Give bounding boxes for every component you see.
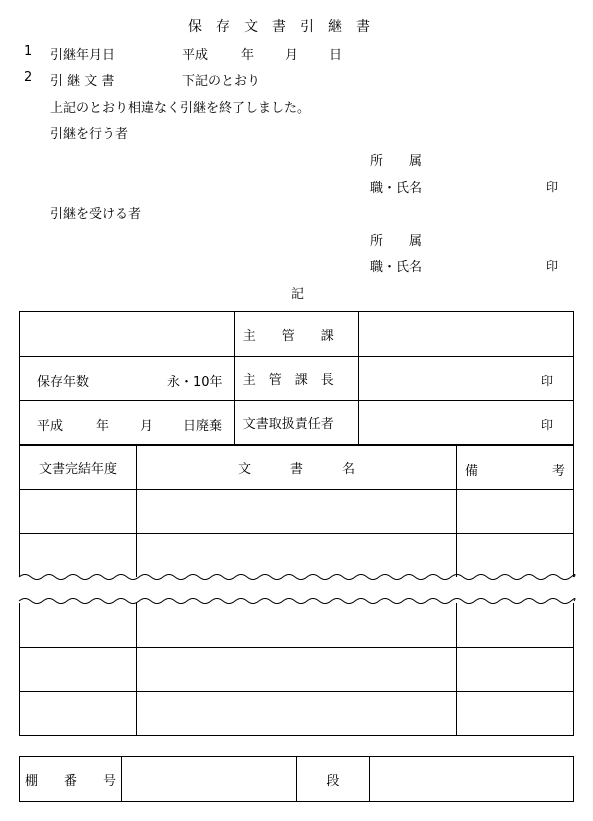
giver-heading: 引継を行う者: [50, 127, 129, 142]
retention-cell: [20, 357, 235, 401]
disposal-month: 月: [140, 419, 154, 434]
giver-name-label: 職・氏名: [370, 181, 423, 196]
item1-month: 月: [285, 48, 299, 63]
giver-seal: 印: [546, 180, 559, 194]
item1-label: 引継年月日: [50, 48, 116, 63]
step-value: [370, 757, 574, 802]
records-officer-value: [359, 401, 574, 445]
disposal-year: 年: [96, 419, 110, 434]
summary-table: [19, 311, 574, 445]
disposal-cell: [20, 401, 235, 445]
table-row: [20, 603, 574, 647]
managing-division-value: [359, 312, 574, 357]
col-header-remarks: [457, 446, 574, 490]
records-officer-seal: 印: [540, 418, 553, 432]
item1-day: 日: [329, 48, 343, 63]
col-header-year: 文書完結年度: [20, 446, 137, 490]
document-title: 保 存 文 書 引 継 書: [188, 19, 370, 35]
disposal-era: 平成: [37, 419, 64, 434]
disposal-suffix: 日廃棄: [183, 419, 223, 434]
records-officer-label: 文書取扱責任者: [234, 401, 359, 445]
shelf-number-label: 棚 番 号: [20, 757, 122, 802]
table-row: [20, 691, 574, 735]
table-row: [20, 490, 574, 534]
document-list-table-bottom: [19, 603, 574, 736]
item1-number: 1: [24, 44, 33, 59]
receiver-dept-label: 所 属: [370, 234, 423, 249]
table-row: [20, 647, 574, 691]
col-header-remarks-a: 備: [465, 464, 479, 479]
receiver-heading: 引継を受ける者: [50, 207, 142, 222]
statement: 上記のとおり相違なく引継を終了しました。: [50, 101, 311, 116]
item1-year: 年: [241, 48, 255, 63]
blank-cell: [20, 312, 235, 357]
ki-mark: 記: [291, 287, 305, 302]
shelf-number-value: [122, 757, 297, 802]
item2-value: 下記のとおり: [182, 74, 261, 89]
giver-dept-label: 所 属: [370, 154, 423, 169]
managing-division-label: 主 管 課: [234, 312, 359, 357]
receiver-seal: 印: [546, 259, 559, 273]
shelf-table: [19, 756, 574, 802]
receiver-name-label: 職・氏名: [370, 260, 423, 275]
item1-era: 平成: [182, 48, 209, 63]
retention-label: 保存年数: [37, 375, 90, 390]
col-header-remarks-b: 考: [551, 464, 565, 479]
division-chief-seal: 印: [540, 374, 553, 388]
division-chief-label: 主 管 課 長: [234, 357, 359, 401]
division-chief-value: [359, 357, 574, 401]
step-label: 段: [297, 757, 370, 802]
item2-number: 2: [24, 70, 33, 85]
retention-value: 永・10年: [167, 375, 223, 390]
document-list-table-top: [19, 445, 574, 578]
col-header-docname: 文 書 名: [137, 446, 457, 490]
item2-label: 引 継 文 書: [50, 74, 115, 89]
